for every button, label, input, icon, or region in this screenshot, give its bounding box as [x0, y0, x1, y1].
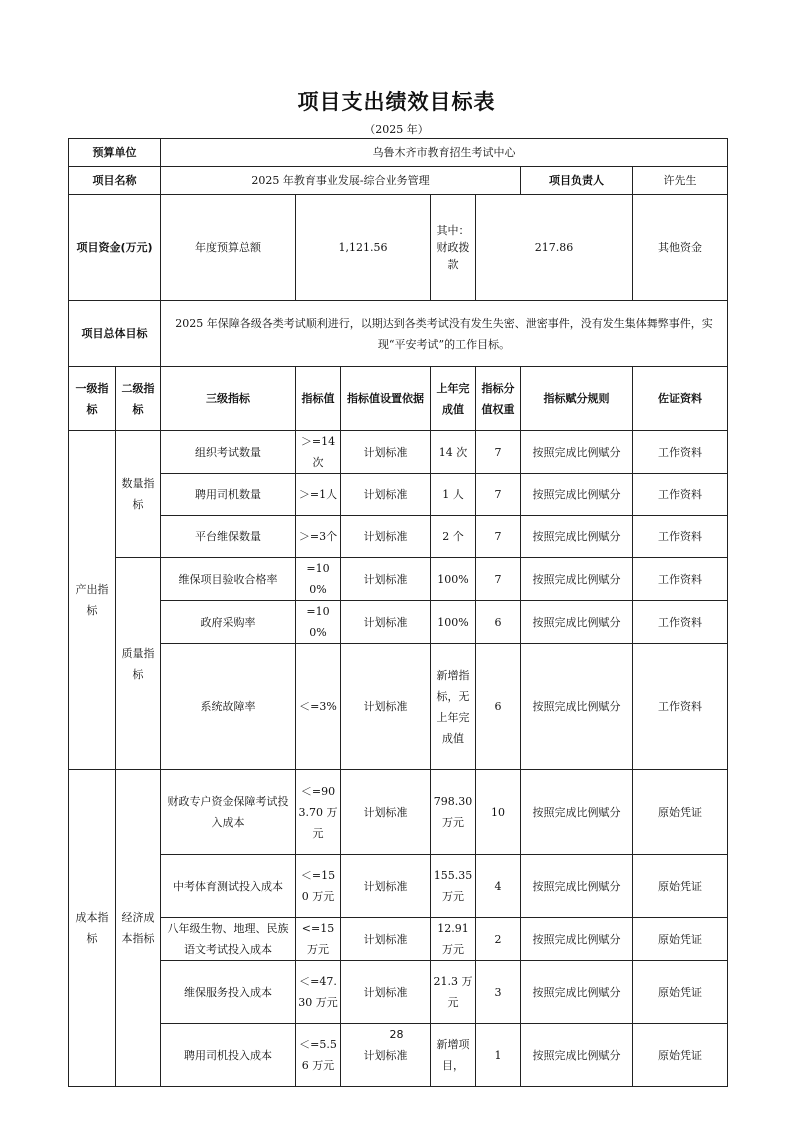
year-label: （2025 年）	[364, 123, 429, 136]
fiscal-value: 217.86	[476, 195, 633, 301]
indicator-rule: 按照完成比例赋分	[521, 855, 633, 918]
performance-table	[68, 138, 728, 1087]
indicator-rule: 按照完成比例赋分	[521, 431, 633, 474]
header-basis: 指标值设置依据	[341, 367, 431, 431]
fiscal-label: 其中：财政拨款	[431, 195, 476, 301]
project-name-value: 2025 年教育事业发展-综合业务管理	[161, 167, 521, 195]
indicator-weight: 7	[476, 516, 521, 558]
indicator-value: ＞=3个	[296, 516, 341, 558]
indicator-name: 组织考试数量	[161, 431, 296, 474]
indicator-basis: 计划标准	[341, 1024, 431, 1087]
indicator-basis: 计划标准	[341, 918, 431, 961]
indicator-evidence: 原始凭证	[633, 961, 728, 1024]
indicator-weight: 7	[476, 431, 521, 474]
indicator-name: 系统故障率	[161, 644, 296, 770]
header-rule: 指标赋分规则	[521, 367, 633, 431]
indicator-rule: 按照完成比例赋分	[521, 558, 633, 601]
group-quality: 质量指标	[116, 558, 161, 770]
indicator-name: 八年级生物、地理、民族语文考试投入成本	[161, 918, 296, 961]
indicator-rule: 按照完成比例赋分	[521, 770, 633, 855]
goal-label: 项目总体目标	[69, 301, 161, 367]
indicator-weight: 2	[476, 918, 521, 961]
indicator-last: 21.3 万元	[431, 961, 476, 1024]
table-row	[69, 516, 728, 558]
project-owner-value: 许先生	[633, 167, 728, 195]
table-row	[69, 855, 728, 918]
indicator-basis: 计划标准	[341, 474, 431, 516]
group-economic: 经济成本指标	[116, 770, 161, 1087]
indicator-last: 新增项目，	[431, 1024, 476, 1087]
table-row	[69, 558, 728, 601]
indicator-last: 155.35 万元	[431, 855, 476, 918]
indicator-name: 维保项目验收合格率	[161, 558, 296, 601]
page-number: 28	[389, 1028, 404, 1041]
indicator-last: 100%	[431, 558, 476, 601]
indicator-last: 100%	[431, 601, 476, 644]
header-level2: 二级指标	[116, 367, 161, 431]
indicator-weight: 1	[476, 1024, 521, 1087]
table-row	[69, 918, 728, 961]
indicator-weight: 10	[476, 770, 521, 855]
indicator-basis: 计划标准	[341, 961, 431, 1024]
indicator-basis: 计划标准	[341, 644, 431, 770]
indicator-value: =100%	[296, 601, 341, 644]
total-budget-value: 1,121.56	[296, 195, 431, 301]
indicator-evidence: 原始凭证	[633, 770, 728, 855]
indicator-rule: 按照完成比例赋分	[521, 644, 633, 770]
header-level1: 一级指标	[69, 367, 116, 431]
indicator-rule: 按照完成比例赋分	[521, 961, 633, 1024]
indicator-evidence: 工作资料	[633, 474, 728, 516]
header-level3: 三级指标	[161, 367, 296, 431]
total-budget-label: 年度预算总额	[161, 195, 296, 301]
indicator-name: 平台维保数量	[161, 516, 296, 558]
indicator-last: 新增指标，无上年完成值	[431, 644, 476, 770]
indicator-weight: 6	[476, 644, 521, 770]
table-row	[69, 431, 728, 474]
indicator-rule: 按照完成比例赋分	[521, 918, 633, 961]
header-value: 指标值	[296, 367, 341, 431]
indicator-name: 维保服务投入成本	[161, 961, 296, 1024]
indicator-evidence: 原始凭证	[633, 855, 728, 918]
indicator-evidence: 原始凭证	[633, 1024, 728, 1087]
indicator-value: ＜=3%	[296, 644, 341, 770]
indicator-evidence: 工作资料	[633, 601, 728, 644]
indicator-value: ＜=903.70 万元	[296, 770, 341, 855]
project-name-label: 项目名称	[69, 167, 161, 195]
indicator-name: 财政专户资金保障考试投入成本	[161, 770, 296, 855]
table-row	[69, 770, 728, 855]
indicator-last: 12.91 万元	[431, 918, 476, 961]
indicator-rule: 按照完成比例赋分	[521, 601, 633, 644]
indicator-rule: 按照完成比例赋分	[521, 516, 633, 558]
indicator-weight: 4	[476, 855, 521, 918]
table-row	[69, 644, 728, 770]
indicator-last: 1 人	[431, 474, 476, 516]
indicator-rule: 按照完成比例赋分	[521, 1024, 633, 1087]
indicator-name: 政府采购率	[161, 601, 296, 644]
indicator-evidence: 工作资料	[633, 644, 728, 770]
unit-value: 乌鲁木齐市教育招生考试中心	[161, 139, 728, 167]
unit-label: 预算单位	[69, 139, 161, 167]
indicator-rule: 按照完成比例赋分	[521, 474, 633, 516]
indicator-weight: 6	[476, 601, 521, 644]
indicator-evidence: 工作资料	[633, 431, 728, 474]
page-title: 项目支出绩效目标表	[297, 90, 496, 114]
indicator-basis: 计划标准	[341, 855, 431, 918]
indicator-basis: 计划标准	[341, 770, 431, 855]
group-cost: 成本指标	[69, 770, 116, 1087]
indicator-value: ＞=1人	[296, 474, 341, 516]
indicator-name: 中考体育测试投入成本	[161, 855, 296, 918]
indicator-name: 聘用司机投入成本	[161, 1024, 296, 1087]
indicator-last: 2 个	[431, 516, 476, 558]
indicator-last: 14 次	[431, 431, 476, 474]
header-last: 上年完成值	[431, 367, 476, 431]
indicator-name: 聘用司机数量	[161, 474, 296, 516]
indicator-basis: 计划标准	[341, 601, 431, 644]
indicator-weight: 7	[476, 558, 521, 601]
header-weight: 指标分值权重	[476, 367, 521, 431]
indicator-basis: 计划标准	[341, 431, 431, 474]
indicator-value: <=15 万元	[296, 918, 341, 961]
table-row	[69, 474, 728, 516]
table-row	[69, 601, 728, 644]
funds-label: 项目资金(万元)	[69, 195, 161, 301]
group-output: 产出指标	[69, 431, 116, 770]
indicator-evidence: 工作资料	[633, 516, 728, 558]
goal-text: 2025 年保障各级各类考试顺利进行，以期达到各类考试没有发生失密、泄密事件，没有发生集体舞弊事件，实现“平安考试”的工作目标。	[161, 301, 728, 367]
project-owner-label: 项目负责人	[521, 167, 633, 195]
other-funds-label: 其他资金	[633, 195, 728, 301]
table-row	[69, 961, 728, 1024]
indicator-evidence: 原始凭证	[633, 918, 728, 961]
indicator-value: ＜=47.30 万元	[296, 961, 341, 1024]
group-quantity: 数量指标	[116, 431, 161, 558]
indicator-basis: 计划标准	[341, 558, 431, 601]
indicator-value: ＜=150 万元	[296, 855, 341, 918]
indicator-basis: 计划标准	[341, 516, 431, 558]
indicator-weight: 3	[476, 961, 521, 1024]
indicator-weight: 7	[476, 474, 521, 516]
header-evidence: 佐证资料	[633, 367, 728, 431]
indicator-value: ＞=14次	[296, 431, 341, 474]
indicator-evidence: 工作资料	[633, 558, 728, 601]
indicator-value: ＜=5.56 万元	[296, 1024, 341, 1087]
indicator-value: =100%	[296, 558, 341, 601]
indicator-last: 798.30 万元	[431, 770, 476, 855]
